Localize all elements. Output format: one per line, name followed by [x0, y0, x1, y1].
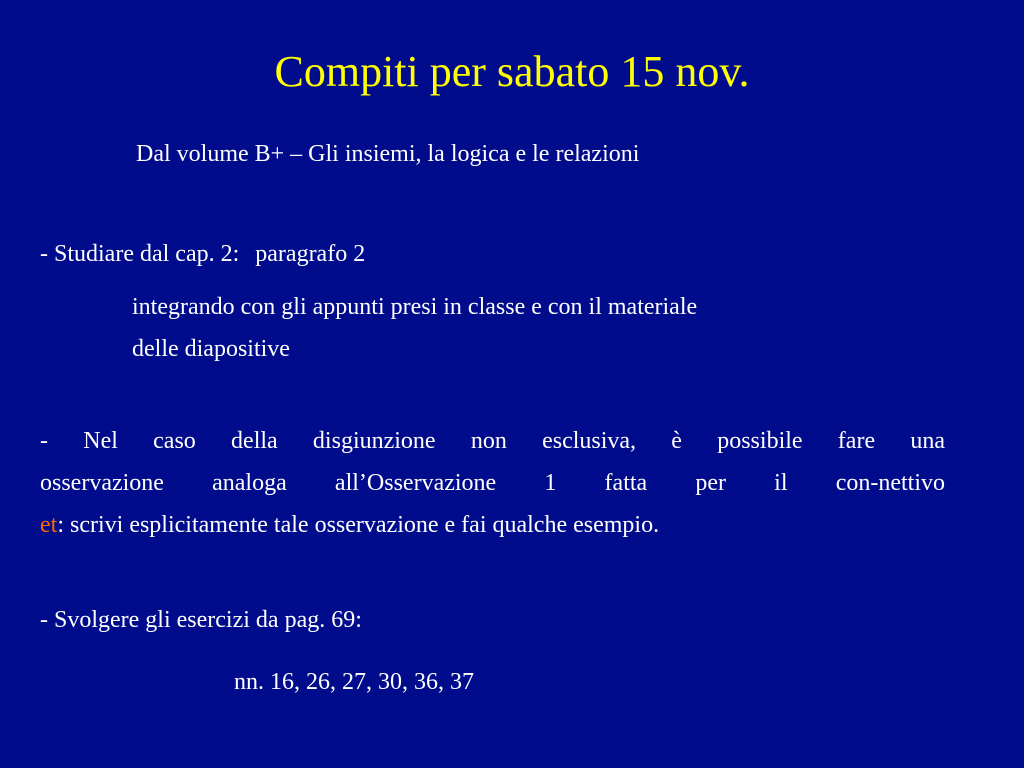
study-instruction-detail: [132, 286, 946, 370]
study-detail-line-1: integrando con gli appunti presi in classe e con il materiale: [132, 294, 698, 320]
exercise-numbers: nn. 16, 26, 27, 30, 36, 37: [234, 669, 474, 695]
disjunction-line-2: osservazione analoga all’Osservazione 1 fatta per il con-nettivo: [40, 470, 945, 496]
slide-title: Compiti per sabato 15 nov.: [274, 47, 750, 96]
disjunction-paragraph: [40, 420, 945, 546]
connective-et-highlight: et: [40, 512, 58, 538]
slide-subtitle: Dal volume B+ – Gli insiemi, la logica e le relazioni: [136, 141, 640, 167]
study-detail-line-2: delle diapositive: [132, 336, 290, 362]
study-instruction-lead: - Studiare dal cap. 2:: [40, 241, 240, 267]
study-instruction-section: paragrafo 2: [255, 241, 366, 267]
exercises-instruction: - Svolgere gli esercizi da pag. 69:: [40, 607, 362, 633]
disjunction-line-3: [40, 504, 945, 546]
study-instruction: [40, 238, 365, 270]
disjunction-line-1: - Nel caso della disgiunzione non esclusiva, è possibile fare una: [40, 428, 945, 454]
disjunction-line-3-rest: : scrivi esplicitamente tale osservazione e fai qualche esempio.: [57, 512, 660, 538]
